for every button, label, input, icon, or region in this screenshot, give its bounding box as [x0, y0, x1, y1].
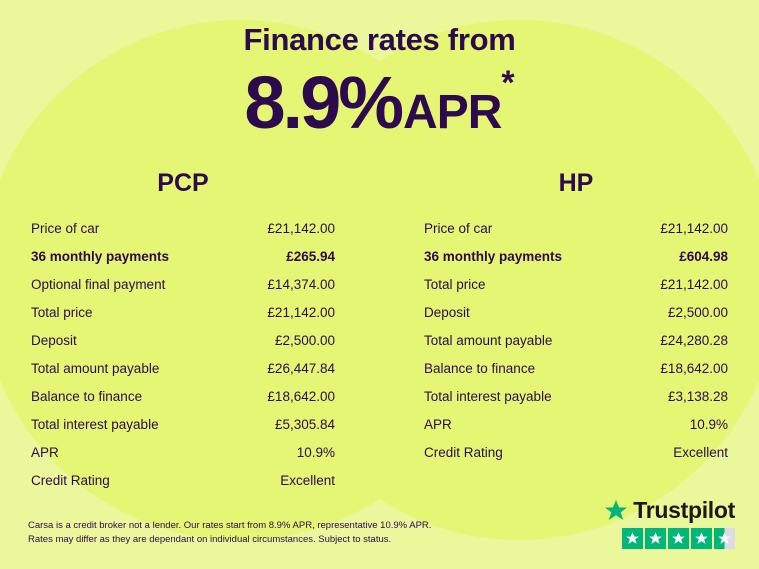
footer [0, 497, 759, 569]
row-label: Total amount payable [31, 360, 160, 376]
row-value: £21,142.00 [267, 304, 335, 320]
table-row [421, 242, 731, 270]
table-row [28, 466, 338, 494]
trustpilot-name: Trustpilot [633, 497, 735, 523]
row-value: £5,305.84 [274, 416, 335, 432]
row-label: Total interest payable [31, 416, 159, 432]
row-value: £14,374.00 [267, 276, 335, 292]
table-row [421, 270, 731, 298]
row-value: 10.9% [296, 444, 335, 460]
table-row [28, 326, 338, 354]
row-label: Price of car [31, 220, 100, 236]
row-value: £21,142.00 [267, 220, 335, 236]
row-label: 36 monthly payments [424, 248, 563, 264]
disclaimer-text: Carsa is a credit broker not a lender. Our rates start from 8.9% APR, representative 10.9% APR. Rates may differ as they are dependant on individual circumstances. Subject to status. [28, 520, 432, 546]
table-row [28, 354, 338, 382]
row-value: £604.98 [679, 248, 728, 264]
table-row [28, 298, 338, 326]
row-label: Deposit [424, 304, 470, 320]
row-value: £18,642.00 [267, 388, 335, 404]
row-label: APR [424, 416, 452, 432]
rate-unit: APR [403, 86, 502, 139]
rating-star-3 [668, 528, 689, 549]
table-row [421, 410, 731, 438]
row-label: Total amount payable [424, 332, 553, 348]
rate-display [0, 60, 759, 145]
table-row [28, 242, 338, 270]
row-label: APR [31, 444, 59, 460]
row-value: £21,142.00 [660, 220, 728, 236]
row-value: £21,142.00 [660, 276, 728, 292]
table-row [28, 410, 338, 438]
row-value: £2,500.00 [274, 332, 335, 348]
row-label: Total price [31, 304, 93, 320]
row-label: 36 monthly payments [31, 248, 170, 264]
table-row [28, 438, 338, 466]
trustpilot-widget[interactable] [604, 497, 735, 549]
row-value: £26,447.84 [267, 360, 335, 376]
finance-columns [0, 145, 759, 494]
row-value: £18,642.00 [660, 360, 728, 376]
row-label: Credit Rating [31, 472, 110, 488]
rating-star-1 [622, 528, 643, 549]
table-row [28, 270, 338, 298]
row-label: Credit Rating [424, 444, 503, 460]
finance-column-pcp [28, 169, 338, 494]
row-value: £2,500.00 [667, 304, 728, 320]
rate-value: 8.9% [244, 61, 402, 144]
table-row [421, 382, 731, 410]
table-row [421, 354, 731, 382]
trustpilot-logo [604, 497, 735, 524]
rating-star-2 [645, 528, 666, 549]
rating-star-4 [691, 528, 712, 549]
trustpilot-star-icon [604, 499, 628, 523]
finance-column-hp [421, 169, 731, 494]
row-label: Total interest payable [424, 388, 552, 404]
table-row [421, 214, 731, 242]
row-value: £24,280.28 [660, 332, 728, 348]
trustpilot-rating-stars [604, 528, 735, 549]
table-row [28, 382, 338, 410]
rate-asterisk: * [501, 64, 515, 102]
row-value: Excellent [673, 444, 728, 460]
row-value: £265.94 [286, 248, 335, 264]
table-row [421, 438, 731, 466]
column-title-hp: HP [558, 169, 594, 197]
row-value: £3,138.28 [667, 388, 728, 404]
row-label: Optional final payment [31, 276, 166, 292]
row-label: Total price [424, 276, 486, 292]
table-row [28, 214, 338, 242]
row-label: Balance to finance [31, 388, 143, 404]
table-row [421, 326, 731, 354]
table-row [421, 298, 731, 326]
row-label: Deposit [31, 332, 77, 348]
row-value: 10.9% [689, 416, 728, 432]
rating-star-5-half [714, 528, 735, 549]
row-label: Price of car [424, 220, 493, 236]
column-title-pcp: PCP [157, 169, 209, 197]
row-value: Excellent [280, 472, 335, 488]
row-label: Balance to finance [424, 360, 536, 376]
page-title: Finance rates from [243, 22, 516, 57]
